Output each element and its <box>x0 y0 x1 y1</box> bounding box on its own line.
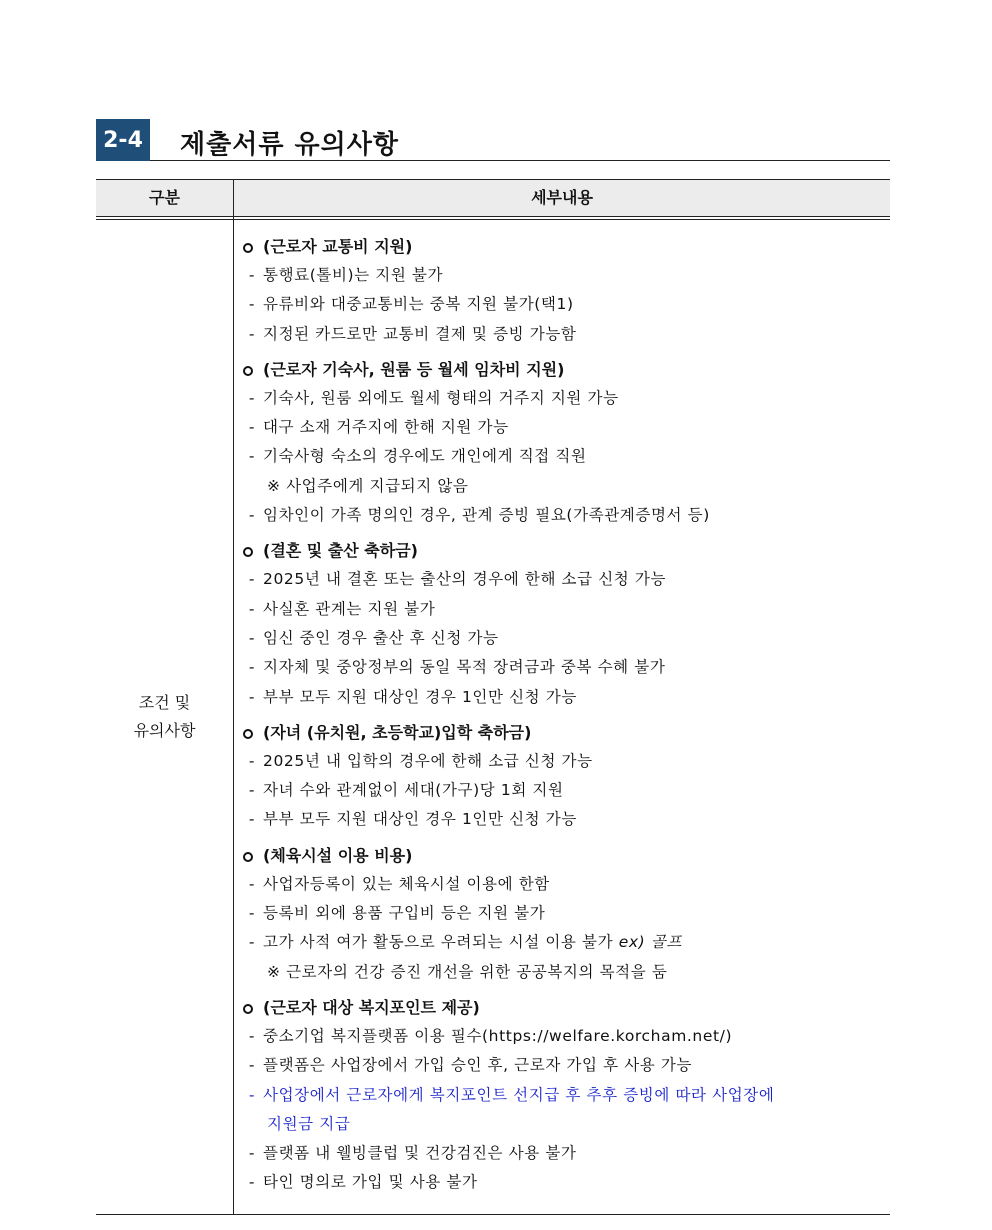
list-item: - 임신 중인 경우 출산 후 신청 가능 <box>248 628 499 647</box>
list-item: - 플랫폼은 사업장에서 가입 승인 후, 근로자 가입 후 사용 가능 <box>248 1056 693 1075</box>
section-title: 제출서류 유의사항 <box>180 130 399 160</box>
list-item: - 중소기업 복지플랫폼 이용 필수(https://welfare.korcham.net/) <box>248 1026 733 1045</box>
group-housing <box>241 355 882 530</box>
circle-bullet-icon <box>243 852 253 862</box>
list-item: - 2025년 내 입학의 경우에 한해 소급 신청 가능 <box>248 751 593 770</box>
list-item: - 사업자등록이 있는 체육시설 이용에 한함 <box>248 874 550 893</box>
list-item: - 부부 모두 지원 대상인 경우 1인만 신청 가능 <box>248 687 577 706</box>
list-item: - 기숙사형 숙소의 경우에도 개인에게 직접 직원 <box>248 447 587 466</box>
list-item: - 고가 사적 여가 활동으로 우려되는 시설 이용 불가 ex) 골프 <box>248 933 682 952</box>
table-header-row <box>96 179 890 216</box>
list-item: - 2025년 내 결혼 또는 출산의 경우에 한해 소급 신청 가능 <box>248 570 667 589</box>
category-line2: 유의사항 <box>133 721 196 740</box>
circle-bullet-icon <box>243 243 253 253</box>
list-item: - 타인 명의로 가입 및 사용 불가 <box>248 1173 478 1192</box>
highlighted-item: - 사업장에서 근로자에게 복지포인트 선지급 후 추후 증빙에 따라 사업장에 <box>248 1085 775 1104</box>
details-cell <box>241 232 882 1204</box>
list-item: - 통행료(톨비)는 지원 불가 <box>248 266 444 284</box>
note-item: ※ 사업주에게 지급되지 않음 <box>267 476 469 495</box>
group-title: (근로자 대상 복지포인트 제공) <box>241 993 882 1022</box>
body-divider <box>233 220 234 1214</box>
header-category: 구분 <box>149 188 180 207</box>
highlighted-item-continuation: 지원금 지급 <box>267 1114 351 1133</box>
list-item: - 플랫폼 내 웰빙클럽 및 건강검진은 사용 불가 <box>248 1144 577 1163</box>
list-item: - 자녀 수와 관계없이 세대(가구)당 1회 지원 <box>248 781 564 800</box>
group-marriage-birth <box>241 536 882 711</box>
list-item: - 대구 소재 거주지에 한해 지원 가능 <box>248 418 509 437</box>
group-title: (근로자 교통비 지원) <box>241 232 882 261</box>
group-title: (자녀 (유치원, 초등학교)입학 축하금) <box>241 718 882 747</box>
list-item: - 지자체 및 중앙정부의 동일 목적 장려금과 중복 수혜 불가 <box>248 658 666 677</box>
group-title: (근로자 기숙사, 원룸 등 월세 임차비 지원) <box>241 355 882 384</box>
category-line1: 조건 및 <box>138 693 191 712</box>
section-number-badge: 2-4 <box>96 119 150 161</box>
example-text: ex) 골프 <box>618 933 682 952</box>
circle-bullet-icon <box>243 729 253 739</box>
list-item: - 지정된 카드로만 교통비 결제 및 증빙 가능함 <box>248 324 577 343</box>
group-title: (체육시설 이용 비용) <box>241 841 882 870</box>
category-cell <box>96 220 233 1214</box>
group-title: (결혼 및 출산 축하금) <box>241 536 882 565</box>
table-body-row <box>96 220 890 1215</box>
notes-table <box>96 179 890 1215</box>
header-underline <box>150 160 890 161</box>
circle-bullet-icon <box>243 547 253 557</box>
group-transport <box>241 232 882 349</box>
list-item: - 부부 모두 지원 대상인 경우 1인만 신청 가능 <box>248 810 577 829</box>
list-item: - 유류비와 대중교통비는 중복 지원 불가(택1) <box>248 295 574 314</box>
group-sports <box>241 841 882 987</box>
note-item: ※ 근로자의 건강 증진 개선을 위한 공공복지의 목적을 둠 <box>267 962 668 981</box>
list-item: - 등록비 외에 용품 구입비 등은 지원 불가 <box>248 904 546 923</box>
circle-bullet-icon <box>243 366 253 376</box>
group-welfare-points <box>241 993 882 1198</box>
group-school-entry <box>241 718 882 835</box>
header-divider <box>233 180 234 216</box>
list-item: - 임차인이 가족 명의인 경우, 관계 증빙 필요(가족관계증명서 등) <box>248 506 710 525</box>
list-item: - 사실혼 관계는 지원 불가 <box>248 599 436 618</box>
section-header <box>96 119 890 161</box>
list-item: - 기숙사, 원룸 외에도 월세 형태의 거주지 지원 가능 <box>248 388 619 407</box>
header-details: 세부내용 <box>531 188 593 207</box>
circle-bullet-icon <box>243 1004 253 1014</box>
